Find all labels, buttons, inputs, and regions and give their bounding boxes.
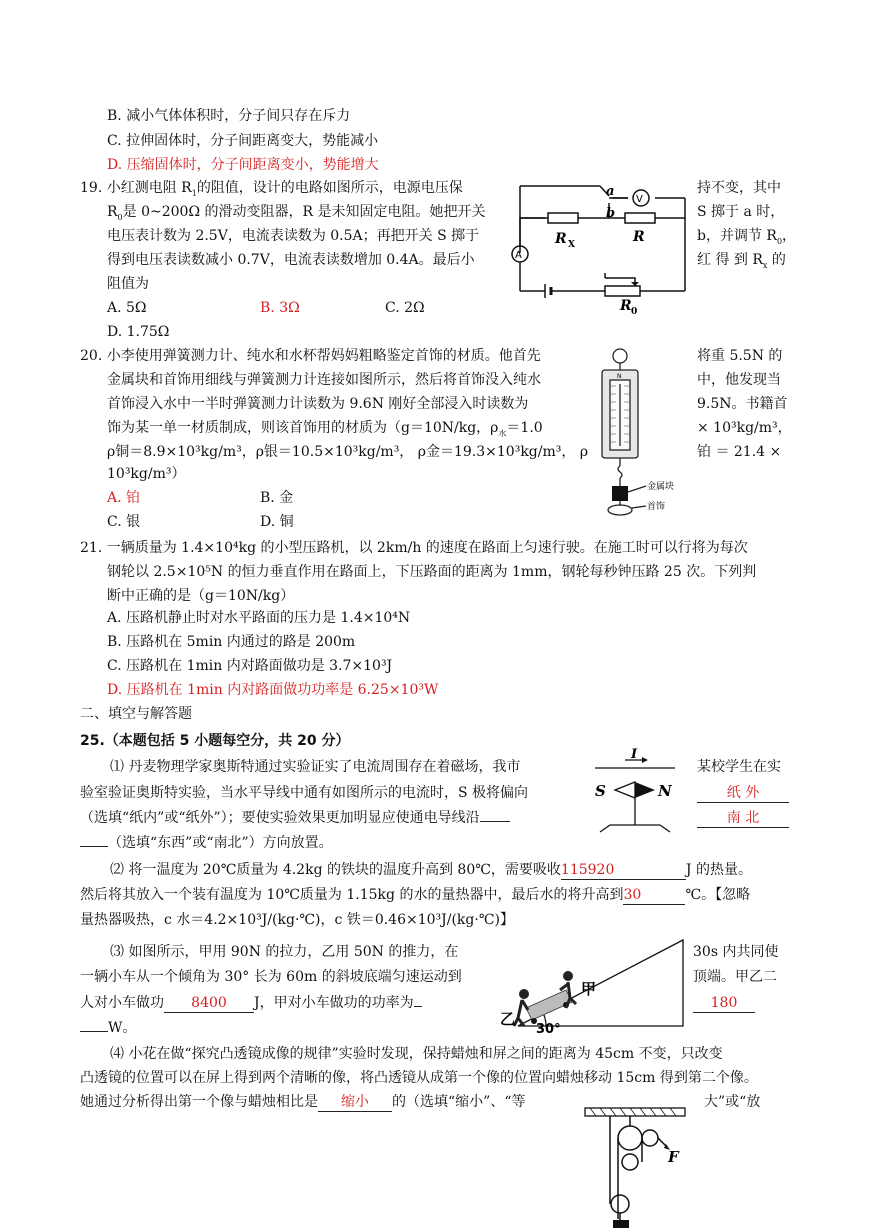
q25-2-line-2: 然后将其放入一个装有温度为 10℃质量为 1.15kg 的水的量热器中，最后水的将升高到30 ℃。【忽略 — [80, 887, 751, 903]
q19-option-a: A. 5Ω — [107, 300, 147, 316]
metal-block-label: 金属块 — [647, 482, 675, 492]
q25-1-line-1-right: 某校学生在实 — [697, 759, 781, 775]
pulley-figure — [580, 1104, 690, 1228]
q25-3-line-2-right: 顶端。甲乙二 — [693, 969, 777, 985]
oersted-figure — [590, 747, 690, 835]
q25-4-line-3-right: 大”或“放 — [704, 1094, 761, 1110]
r0-sub: 0 — [631, 307, 638, 317]
q19-line-5: 阻值为 — [107, 276, 149, 292]
r0-label: R — [620, 298, 632, 314]
q21-option-a: A. 压路机静止时对水平路面的压力是 1.4×10⁴N — [107, 610, 411, 626]
q19-line-1: 19. 小红测电阻 $R_1$的阻值，设计的电路如图所示，电源电压保 — [80, 180, 463, 198]
ammeter-label: A — [515, 250, 522, 261]
metal-block — [612, 486, 628, 501]
q19-line-3-right: b，并调节 $R_0$， — [697, 228, 797, 246]
angle-label: 30° — [536, 1022, 561, 1037]
south-pole-label: S — [595, 782, 606, 800]
q21-option-c: C. 压路机在 1min 内对路面做功是 3.7×10³J — [107, 658, 393, 674]
q20-line-1-right: 将重 5.5N 的 — [697, 348, 783, 364]
r-label: R — [633, 229, 645, 245]
q25-3-line-2: 一辆小车从一个倾角为 30° 长为 60m 的斜坡底端匀速运动到 — [80, 969, 462, 985]
q20-line-3: 首饰浸入水中一半时弹簧测力计读数为 9.6N 刚好全部浸入时读数为 — [107, 396, 529, 412]
q20-option-c: C. 银 — [107, 514, 141, 530]
q20-option-b: B. 金 — [260, 490, 294, 506]
q18-option-c: C. 拉伸固体时，分子间距离变大，势能减小 — [107, 133, 379, 149]
q25-1-line-1: ⑴ 丹麦物理学家奥斯特通过实验证实了电流周围存在着磁场，我市 — [110, 759, 521, 775]
q25-3-line-4: W。 — [80, 1018, 136, 1038]
q19-line-1-right: 持不变，其中 — [697, 180, 781, 196]
q21-line-2: 钢轮以 2.5×10⁵N 的恒力垂直作用在路面上，下压路面的距离为 1mm，钢轮每秒钟压路 25 次。下列判 — [107, 564, 757, 580]
q25-3-line-1-right: 30s 内共同使 — [693, 944, 779, 960]
q25-2-line-1: ⑵ 将一温度为 20℃质量为 4.2kg 的铁块的温度升高到 80℃，需要吸收115920 J 的热量。 — [110, 862, 752, 878]
q19-line-4-right: 红 得 到 $R_x$ 的 — [697, 252, 786, 270]
jia-label: 甲 — [581, 980, 597, 998]
q19-line-3: 电压表计数为 2.5V，电流表读数为 0.5A；再把开关 S 掷于 — [107, 228, 480, 244]
section-title: 二、填空与解答题 — [80, 706, 192, 722]
rx-sub: X — [568, 240, 575, 250]
scale-unit-label: N — [617, 373, 622, 380]
q18-option-b: B. 减小气体体积时，分子间只存在斥力 — [107, 108, 351, 124]
q25-4-line-1: ⑷ 小花在做“探究凸透镜成像的规律”实验时发现，保持蜡烛和屏之间的距离为 45cm 不变，只改变 — [110, 1046, 723, 1062]
q25-4-line-3: 她通过分析得出第一个像与蜡烛相比是 缩小 的（选填“缩小”、“等 — [80, 1094, 526, 1110]
q20-line-4-right: × 10³kg/m³， — [697, 420, 792, 436]
q20-line-3-right: 9.5N。书籍首 — [697, 396, 788, 412]
q19-option-c: C. 2Ω — [385, 300, 425, 316]
force-label: F — [668, 1148, 679, 1166]
q19-option-d: D. 1.75Ω — [107, 324, 170, 340]
q25-1-line-4: （选填“东西”或“南北”）方向放置。 — [80, 833, 333, 853]
pulley-load — [613, 1220, 629, 1228]
north-pole-label: N — [658, 782, 672, 800]
q21-option-d: D. 压路机在 1min 内对路面做功功率是 6.25×10³W — [107, 682, 439, 698]
q25-3-line-1: ⑶ 如图所示，甲用 90N 的拉力，乙用 50N 的推力，在 — [110, 944, 459, 960]
q20-line-2: 金属块和首饰用细线与弹簧测力计连接如图所示，然后将首饰没入纯水 — [107, 372, 541, 388]
q21-line-1: 21. 一辆质量为 1.4×10⁴kg 的小型压路机，以 2km/h 的速度在路面上匀速行驶。在施工时可以行将为每次 — [80, 540, 748, 556]
q25-1-answer-1: 纸 外 — [697, 783, 789, 803]
switch-b-label: b — [606, 206, 616, 221]
q19-line-2-right: S 掷于 a 时， — [697, 204, 785, 220]
q19-option-b: B. 3Ω — [260, 300, 300, 316]
q20-line-5: ρ铜＝8.9×10³kg/m³，ρ银＝10.5×10³kg/m³， ρ金＝19.3×10³kg/m³， ρ — [107, 444, 589, 460]
q20-line-6: 10³kg/m³） — [107, 466, 186, 482]
jewel-label: 首饰 — [647, 502, 666, 512]
q21-line-3: 断中正确的是（g＝10N/kg） — [107, 588, 295, 604]
q25-3-answer-2: 180 — [693, 993, 755, 1013]
q20-line-4: 饰为某一单一材质制成，则该首饰用的材质为（g＝10N/kg，$\rho_水=1.0$ — [107, 420, 543, 438]
q21-option-b: B. 压路机在 5min 内通过的路是 200m — [107, 634, 356, 650]
switch-a-label: a — [606, 184, 615, 199]
incline-figure — [498, 938, 693, 1037]
q19-line-2: $R_0$是 0~200Ω 的滑动变阻器，R 是未知固定电阻。她把开关 — [107, 204, 486, 222]
q20-option-d: D. 铜 — [260, 514, 294, 530]
circuit-diagram — [505, 178, 695, 318]
current-label: I — [631, 747, 638, 762]
q20-line-1: 20. 小李使用弹簧测力计、纯水和水杯帮妈妈粗略鉴定首饰的材质。他首先 — [80, 348, 541, 364]
q25-1-line-2: 验室验证奥斯特实验，当水平导线中通有如图所示的电流时，S 极将偏向 — [80, 785, 529, 801]
q20-line-5-right: 铂 ＝ 21.4 × — [697, 444, 782, 460]
q20-option-a: A. 铂 — [107, 490, 141, 506]
q25-3-line-3: 人对小车做功 8400 J，甲对小车做功的功率为 — [80, 993, 422, 1013]
q18-option-d: D. 压缩固体时，分子间距离变小，势能增大 — [107, 157, 379, 173]
q20-line-2-right: 中，他发现当 — [697, 372, 781, 388]
q25-1-line-3: （选填“纸内”或“纸外”）；要使实验效果更加明显应使通电导线沿 — [80, 808, 510, 828]
spring-scale-figure — [590, 346, 690, 521]
q19-line-4: 得到电压表读数减小 0.7V，电流表读数增加 0.4A。最后小 — [107, 252, 475, 268]
q25-title: 25.（本题包括 5 小题每空分，共 20 分） — [80, 733, 350, 749]
q25-1-answer-2: 南 北 — [697, 808, 789, 828]
rx-label: R — [555, 231, 567, 247]
q25-4-line-2: 凸透镜的位置可以在屏上得到两个清晰的像，将凸透镜从成第一个像的位置向蜡烛移动 15cm 得到第二个像。 — [80, 1070, 758, 1086]
yi-label: 乙 — [500, 1010, 516, 1028]
q25-2-line-3: 量热器吸热，c 水＝4.2×10³J/(kg·℃)，c 铁＝0.46×10³J/(kg·℃)】 — [80, 912, 514, 928]
voltmeter-label: V — [636, 194, 643, 205]
